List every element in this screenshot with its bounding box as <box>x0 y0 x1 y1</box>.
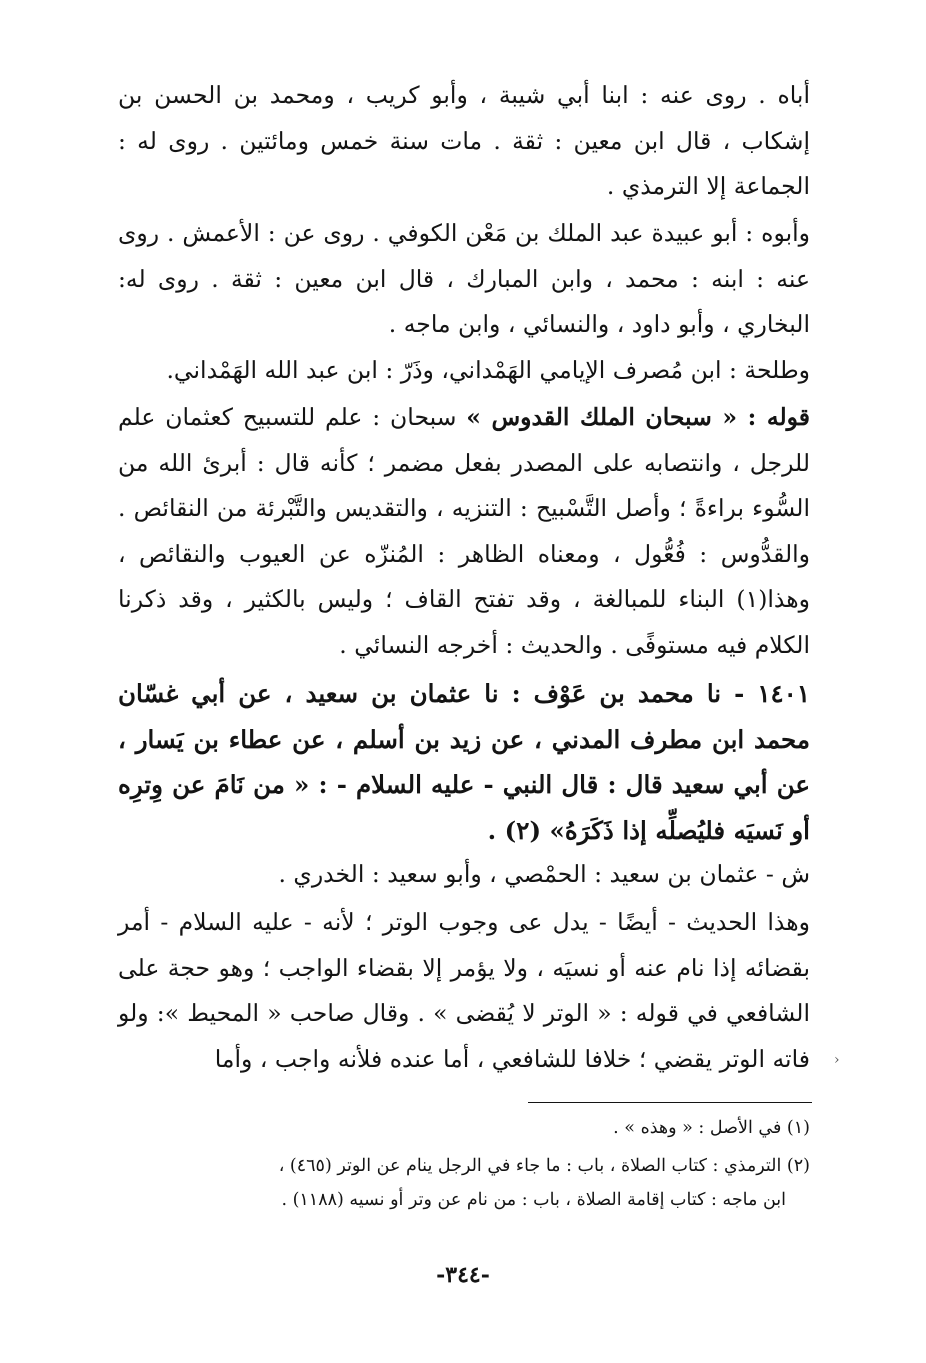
paragraph-father-biography: وأبوه : أبو عبيدة عبد الملك بن مَعْن الكوفي . روى عن : الأعمش . روى عنه : ابنه : محمد ، وابن المبارك ، قال ابن معين : ثقة . روى له: البخاري ، وأبو داود ، والنسائي ، وابن ماجه . <box>118 219 810 338</box>
paragraph-narrator-continuation: أباه . روى عنه : ابنا أبي شيبة ، وأبو كريب ، ومحمد بن الحسن بن إشكاب ، قال ابن معين : ثقة . مات سنة خمس ومائتين . روى له : الجماعة إلا الترمذي . <box>118 81 810 200</box>
footnote-separator <box>528 1102 812 1103</box>
paragraph-subhan-commentary <box>118 395 810 668</box>
footnote-1: (١) في الأصل : « وهذه » . <box>613 1118 810 1138</box>
paragraph-sharh-narrators: ش - عثمان بن سعيد : الحمْصي ، وأبو سعيد : الخدري . <box>278 860 810 888</box>
page-number: -٣٤٤- <box>436 1262 490 1288</box>
paragraph-witr-ruling: وهذا الحديث - أيضًا - يدل عى وجوب الوتر ؛ لأنه - عليه السلام - أمر بقضائه إذا نام عنه أو نسيَه ، ولا يؤمر إلا بقضاء الواجب ؛ وهو حجة على الشافعي في قوله : « الوتر لا يُقضى » . وقال صاحب « المحيط »: ولو فاته الوتر يقضي ؛ خلافا للشافعي ، أما عنده فلأنه واجب ، وأما <box>118 908 810 1073</box>
paragraph-talha-dharr: وطلحة : ابن مُصرف الإيامي الهَمْداني، وذَرّ : ابن عبد الله الهَمْداني. <box>166 356 810 384</box>
footnote-2-continuation: ابن ماجه : كتاب إقامة الصلاة ، باب : من نام عن وتر أو نسيه (١١٨٨) . <box>281 1190 786 1210</box>
commentary-body: سبحان : علم للتسبيح كعثمان علم للرجل ، وانتصابه على المصدر بفعل مضمر ؛ كأنه قال : أبرئ الله من السُّوء براءةً ؛ وأصل التَّسْبيح : التنزيه ، والتقديس والتَّبْرئة من النقائص . والقدُّوس : فُعُّول ، ومعناه الظاهر : المُنزّه عن العيوب والنقائص ، وهذا(١) البناء للمبالغة ، وقد تفتح القاف ؛ وليس بالكثير ، وقد ذكرنا الكلام فيه مستوفًى . والحديث : أخرجه النسائي . <box>118 403 810 659</box>
footnote-2: (٢) الترمذي : كتاب الصلاة ، باب : ما جاء في الرجل ينام عن الوتر (٤٦٥) ، <box>278 1156 810 1176</box>
hadith-1401: ١٤٠١ - نا محمد بن عَوْف : نا عثمان بن سعيد ، عن أبي غسّان محمد ابن مطرف المدني ، عن زيد بن أسلم ، عن عطاء بن يَسار ، عن أبي سعيد قال : قال النبي - عليه السلام - : « من نَامَ عن وِترِه أو نَسيَه فليُصلِّه إذا ذَكَرَهُ» (٢) . <box>118 679 810 845</box>
commentary-lead-quote: قوله : « سبحان الملك القدوس » <box>466 403 810 431</box>
margin-mark: ‹ <box>834 1052 840 1068</box>
